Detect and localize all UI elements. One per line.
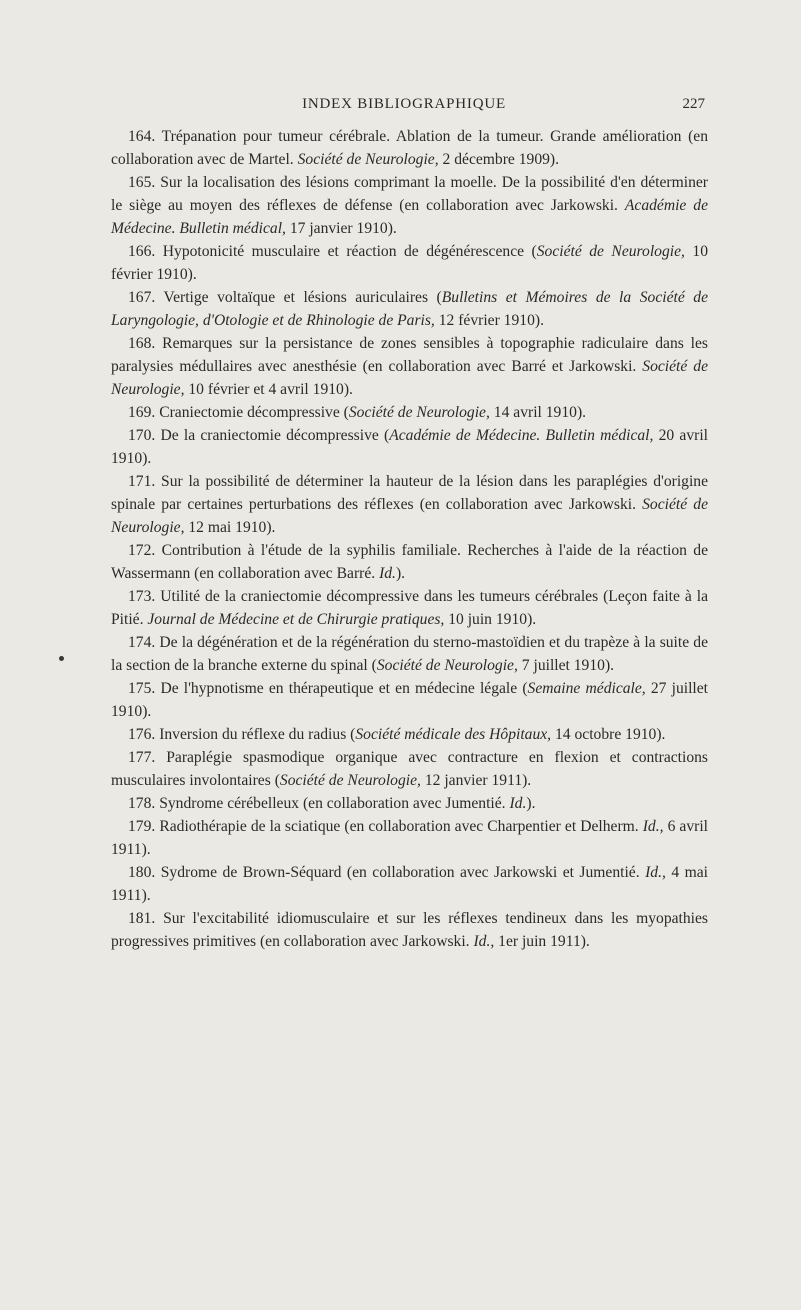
entry-text: Radiothérapie de la sciatique (en collaboration avec Charpentier et Delherm. [155, 818, 643, 835]
bibliography-entry [111, 401, 708, 424]
bibliography-entry [111, 424, 708, 470]
entry-text: Paraplégie spasmodique organique avec contracture en flexion et contractions musculaires involontaires ( [111, 749, 708, 789]
entry-venue: Académie de Médecine. Bulletin médical, [389, 427, 654, 444]
entry-venue: Société de Neurologie, [111, 496, 708, 536]
bibliography-entry [111, 907, 708, 953]
entry-text: Sur la localisation des lésions comprimant la moelle. De la possibilité d'en déterminer le siège au moyen des réflexes de défense (en collaboration avec Jarkowski. [111, 174, 708, 214]
entry-number: 167. [128, 289, 156, 306]
entry-number: 170. [128, 427, 156, 444]
entry-number: 176. [128, 726, 156, 743]
entry-text: De la dégénération et de la régénération du sterno-mastoïdien et du trapèze à la suite de la section de la branche externe du spinal ( [111, 634, 708, 674]
running-title: INDEX BIBLIOGRAPHIQUE [302, 96, 506, 112]
entry-number: 178. [128, 795, 156, 812]
entry-tail: 20 avril 1910). [111, 427, 709, 467]
entry-text: Sur l'excitabilité idiomusculaire et sur les réflexes tendineux dans les myopathies progressives primitives (en collaboration avec Jarkowski. [111, 910, 708, 950]
entry-venue: Société médicale des Hôpitaux, [355, 726, 552, 743]
entry-venue: Société de Neurologie, [348, 404, 490, 421]
entry-text: Inversion du réflexe du radius ( [155, 726, 356, 743]
entry-text: De la craniectomie décompressive ( [155, 427, 390, 444]
bibliography-entry [111, 470, 708, 539]
entry-tail: 4 mai 1911). [111, 864, 708, 904]
entry-venue: Id., [642, 818, 664, 835]
entry-venue: Société de Neurologie, [279, 772, 421, 789]
entry-tail: 1er juin 1911). [494, 933, 590, 950]
margin-speck [59, 656, 64, 661]
entry-number: 165. [128, 174, 156, 191]
entry-number: 164. [128, 128, 156, 145]
bibliography-entry [111, 332, 708, 401]
entry-text: Syndrome cérébelleux (en collaboration avec Jumentié. [155, 795, 510, 812]
entry-number: 173. [128, 588, 156, 605]
entry-number: 172. [128, 542, 156, 559]
entry-text: Sydrome de Brown-Séquard (en collaboration avec Jarkowski et Jumentié. [155, 864, 646, 881]
entry-venue: Id., [645, 864, 666, 881]
entry-text: Trépanation pour tumeur cérébrale. Ablation de la tumeur. Grande amélioration (en collaboration avec de Martel. [111, 128, 708, 168]
entry-text: Contribution à l'étude de la syphilis familiale. Recherches à l'aide de la réaction de Wassermann (en collaboration avec Barré. [111, 542, 708, 582]
bibliography-entry [111, 746, 708, 792]
entry-tail: 14 octobre 1910). [551, 726, 666, 743]
entry-tail: 10 février et 4 avril 1910). [184, 381, 353, 398]
bibliography-list [111, 125, 708, 953]
entry-venue: Id., [473, 933, 495, 950]
entry-number: 174. [128, 634, 156, 651]
bibliography-entry [111, 631, 708, 677]
entry-tail: ). [395, 565, 406, 582]
running-header [103, 94, 705, 118]
entry-text: Utilité de la craniectomie décompressive dans les tumeurs cérébrales (Leçon faite à la Pitié. [111, 588, 708, 628]
entry-number: 168. [128, 335, 156, 352]
entry-tail: 6 avril 1911). [111, 818, 708, 858]
bibliography-entry [111, 171, 708, 240]
entry-tail: ). [526, 795, 536, 812]
entry-number: 169. [128, 404, 156, 421]
entry-number: 175. [128, 680, 156, 697]
bibliography-entry [111, 861, 708, 907]
entry-text: Hypotonicité musculaire et réaction de dégénérescence ( [155, 243, 537, 260]
entry-number: 181. [128, 910, 156, 927]
entry-tail: 7 juillet 1910). [517, 657, 615, 674]
bibliography-entry [111, 723, 708, 746]
entry-text: Craniectomie décompressive ( [155, 404, 349, 421]
bibliography-entry [111, 286, 708, 332]
entry-venue: Académie de Médecine. Bulletin médical, [111, 197, 708, 237]
entry-number: 177. [128, 749, 156, 766]
bibliography-entry [111, 815, 708, 861]
entry-tail: 12 janvier 1911). [420, 772, 532, 789]
bibliography-entry [111, 125, 708, 171]
entry-tail: 10 juin 1910). [444, 611, 537, 628]
entry-number: 171. [128, 473, 156, 490]
page-number: 227 [682, 96, 705, 112]
entry-text: Sur la possibilité de déterminer la hauteur de la lésion dans les paraplégies d'origine spinale par certaines perturbations des réflexes (en collaboration avec Jarkowski. [111, 473, 708, 513]
entry-venue: Bulletins et Mémoires de la Société de Laryngologie, d'Otologie et de Rhinologie de Paris, [111, 289, 708, 329]
entry-tail: 17 janvier 1910). [285, 220, 397, 237]
entry-number: 179. [128, 818, 156, 835]
entry-venue: Société de Neurologie, [111, 358, 708, 398]
entry-venue: Journal de Médecine et de Chirurgie pratiques, [147, 611, 445, 628]
entry-text: Remarques sur la persistance de zones sensibles à topographie radiculaire dans les paralysies médullaires avec anesthésie (en collaboration avec Barré et Jarkowski. [111, 335, 708, 375]
entry-number: 166. [128, 243, 156, 260]
bibliography-entry [111, 585, 708, 631]
entry-tail: 12 mai 1910). [184, 519, 276, 536]
entry-tail: 10 février 1910). [111, 243, 708, 283]
entry-tail: 2 décembre 1909). [438, 151, 560, 168]
entry-venue: Id. [509, 795, 527, 812]
entry-venue: Société de Neurologie, [536, 243, 685, 260]
entry-tail: 14 avril 1910). [489, 404, 587, 421]
entry-text: Vertige voltaïque et lésions auriculaires ( [155, 289, 442, 306]
entry-venue: Semaine médicale, [527, 680, 646, 697]
bibliography-entry [111, 677, 708, 723]
entry-venue: Société de Neurologie, [376, 657, 518, 674]
entry-venue: Id. [379, 565, 396, 582]
bibliography-entry [111, 240, 708, 286]
bibliography-entry [111, 539, 708, 585]
entry-number: 180. [128, 864, 156, 881]
entry-text: De l'hypnotisme en thérapeutique et en médecine légale ( [155, 680, 528, 697]
bibliography-entry [111, 792, 708, 815]
entry-tail: 27 juillet 1910). [111, 680, 708, 720]
entry-venue: Société de Neurologie, [297, 151, 439, 168]
entry-tail: 12 février 1910). [434, 312, 544, 329]
